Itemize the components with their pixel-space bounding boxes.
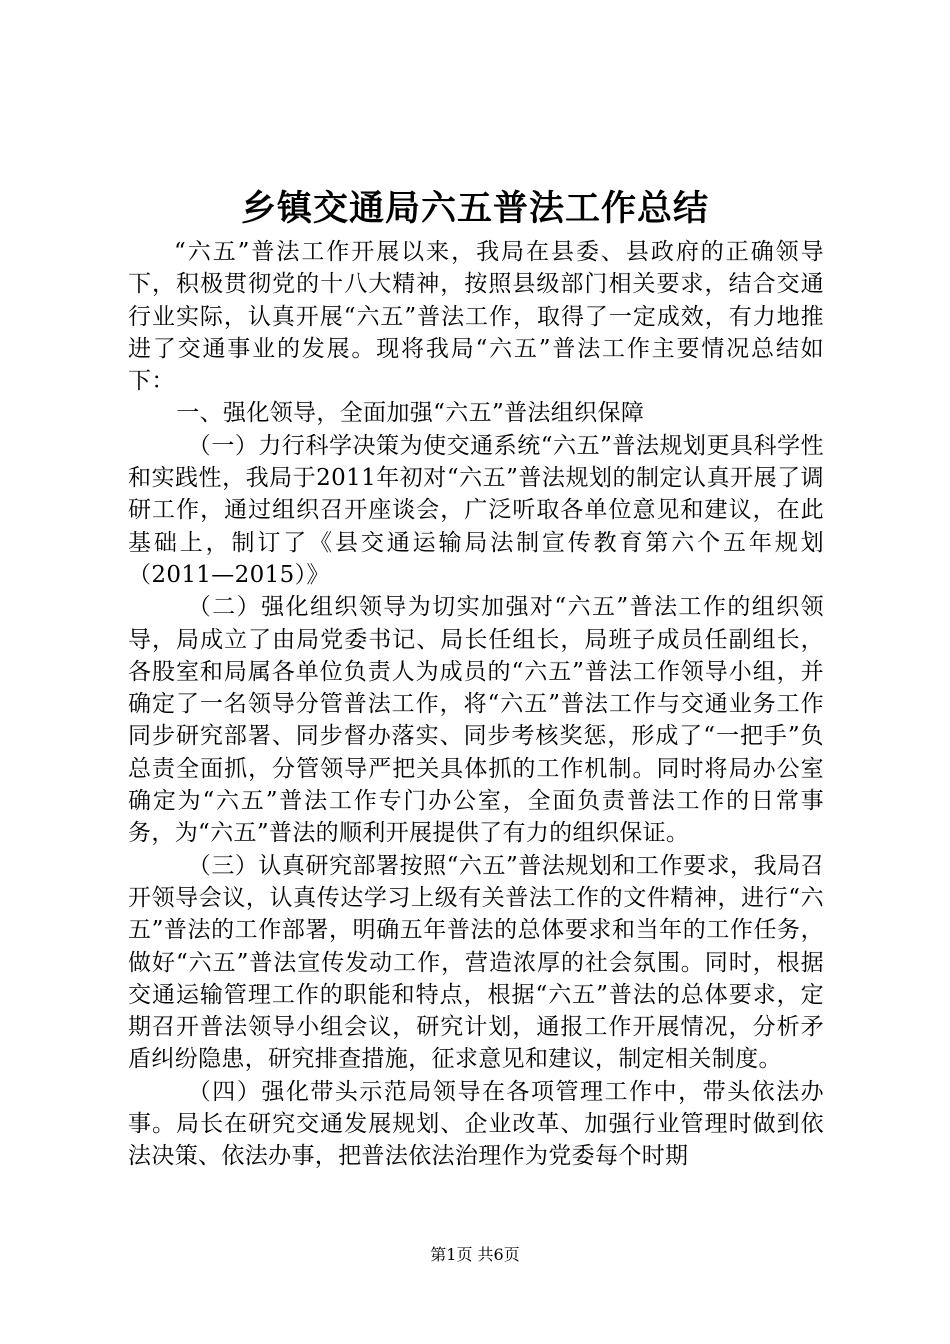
paragraph-item-3: （三）认真研究部署按照“六五”普法规划和工作要求，我局召开领导会议，认真传达学习上级有关普法工作的文件精神，进行“六五”普法的工作部署，明确五年普法的总体要求和当年的工作任务，做好“六五”普法宣传发动工作，营造浓厚的社会氛围。同时，根据交通运输管理工作的职能和特点，根据“六五”普法的总体要求，定期召开普法领导小组会议，研究计划，通报工作开展情况，分析矛盾纠纷隐患，研究排查措施，征求意见和建议，制定相关制度。 (128, 852, 824, 1073)
section-heading-1: 一、强化领导，全面加强“六五”普法组织保障 (176, 400, 645, 427)
paragraph-item-4: （四）强化带头示范局领导在各项管理工作中，带头依法办事。局长在研究交通发展规划、企业改革、加强行业管理时做到依法决策、依法办事，把普法依法治理作为党委每个时期 (128, 1078, 824, 1170)
paragraph-item-1: （一）力行科学决策为使交通系统“六五”普法规划更具科学性和实践性，我局于2011年初对“六五”普法规划的制定认真开展了调研工作，通过组织召开座谈会，广泛听取各单位意见和建议，在此基础上，制订了《县交通运输局法制宣传教育第六个五年规划（2011—2015）》 (128, 432, 824, 588)
paragraph-item-2: （二）强化组织领导为切实加强对“六五”普法工作的组织领导，局成立了由局党委书记、局长任组长，局班子成员任副组长，各股室和局属各单位负责人为成员的“六五”普法工作领导小组，并确定了一名领导分管普法工作，将“六五”普法工作与交通业务工作同步研究部署、同步督办落实、同步考核奖惩，形成了“一把手”负总责全面抓，分管领导严把关具体抓的工作机制。同时将局办公室确定为“六五”普法工作专门办公室，全面负责普法工作的日常事务，为“六五”普法的顺利开展提供了有力的组织保证。 (128, 594, 824, 847)
paragraph-intro: “六五”普法工作开展以来，我局在县委、县政府的正确领导下，积极贯彻党的十八大精神，按照县级部门相关要求，结合交通行业实际，认真开展“六五”普法工作，取得了一定成效，有力地推进了交通事业的发展。现将我局“六五”普法工作主要情况总结如下： (128, 239, 824, 395)
document-title: 乡镇交通局六五普法工作总结 (240, 188, 709, 229)
document-body (128, 236, 824, 1173)
page-number-footer: 第1页 共6页 (430, 1245, 520, 1264)
